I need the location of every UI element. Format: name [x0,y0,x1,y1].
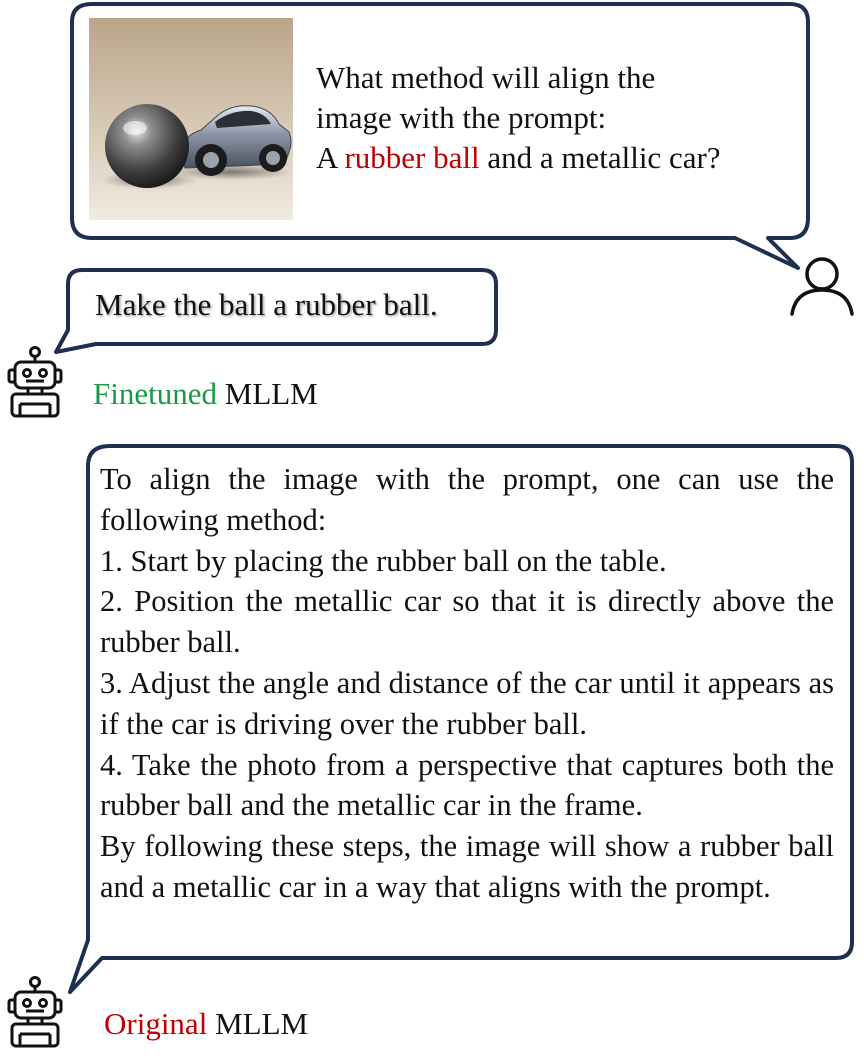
original-paragraph-conclusion: By following these steps, the image will show a rubber ball and a metallic car in a way that aligns with the prompt. [100,829,834,904]
finetuned-label-suffix: MLLM [217,376,318,411]
original-step-4: 4. Take the photo from a perspective that captures both the rubber ball and the metallic car in the frame. [100,747,834,823]
finetuned-mllm-label [93,374,318,414]
original-robot-icon [6,976,64,1050]
question-line-3-prefix: A [316,140,345,175]
user-icon [788,256,856,318]
question-line-1: What method will align the [316,60,656,95]
original-mllm-label [104,1004,308,1044]
original-step-1: 1. Start by placing the rubber ball on the table. [100,543,667,578]
original-label-highlight: Original [104,1006,208,1041]
question-line-3-suffix: and a metallic car? [479,140,721,175]
highlight-rubber-ball: rubber ball [344,140,480,175]
original-reply-text [100,459,834,908]
prompt-photo [89,18,293,220]
original-paragraph-intro: To align the image with the prompt, one can use the following method: [100,462,834,537]
finetuned-reply-text: Make the ball a rubber ball. [95,287,438,322]
original-step-3: 3. Adjust the angle and distance of the car until it appears as if the car is driving over the rubber ball. [100,665,834,741]
question-line-3 [316,138,816,178]
finetuned-robot-icon [6,346,64,418]
question-line-2: image with the prompt: [316,100,607,135]
question-text [316,58,816,178]
original-label-suffix: MLLM [207,1006,309,1041]
original-step-2: 2. Position the metallic car so that it is directly above the rubber ball. [100,584,834,660]
finetuned-label-highlight: Finetuned [93,376,217,411]
